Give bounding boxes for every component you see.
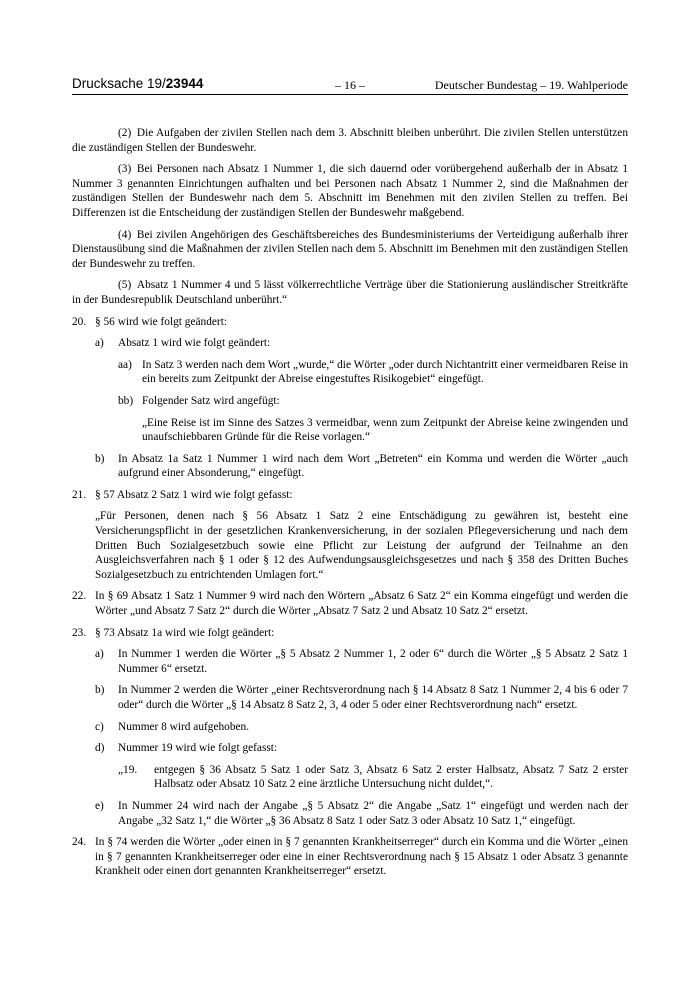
- sub-item-text: Absatz 1 wird wie folgt geändert:: [118, 337, 271, 350]
- sub-item-letter: a): [95, 337, 104, 350]
- page-header: [72, 78, 628, 95]
- sub-item-letter: e): [95, 799, 104, 812]
- quoted-number-label: „19.: [118, 763, 138, 776]
- list-item-20: [72, 315, 628, 330]
- list-item-23: [72, 626, 628, 641]
- sub-sub-item-aa: [72, 358, 628, 387]
- sub-item-text: In Nummer 1 werden die Wörter „§ 5 Absatz 2 Nummer 1, 2 oder 6“ durch die Wörter „§ 5 Absatz 2 Satz 1 Nummer 6“ ersetzt.: [118, 648, 628, 675]
- item-text: § 57 Absatz 2 Satz 1 wird wie folgt gefasst:: [95, 488, 293, 501]
- sub-sub-item-label: aa): [118, 358, 132, 371]
- sub-item-text: In Nummer 24 wird nach der Angabe „§ 5 Absatz 2“ die Angabe „Satz 1“ eingefügt und werden nach der Angabe „32 Satz 1,“ die Wörter „§ 36 Absatz 8 Satz 1 oder Satz 3 oder Absatz 10 Satz 1,“ eingefügt.: [118, 799, 628, 827]
- sub-item-23a: [72, 647, 628, 676]
- sub-item-letter: b): [95, 684, 105, 697]
- item-text: In § 69 Absatz 1 Satz 1 Nummer 9 wird nach den Wörtern „Absatz 6 Satz 2“ ein Komma eingefügt und werden die Wörter „und Absatz 7 Satz 2“ durch die Wörter „Absatz 7 Satz 2 und Absatz 10 Satz 2“ ersetzt.: [95, 590, 628, 618]
- item-text: § 56 wird wie folgt geändert:: [95, 315, 227, 328]
- sub-item-23d: [72, 741, 628, 756]
- item-text: § 73 Absatz 1a wird wie folgt geändert:: [95, 626, 275, 639]
- quoted-number-19: [72, 763, 628, 792]
- sub-item-letter: a): [95, 648, 104, 661]
- sub-sub-item-label: bb): [118, 394, 134, 407]
- sub-item-letter: c): [95, 720, 104, 733]
- document-number-bold: 23944: [165, 76, 204, 91]
- sub-item-23c: [72, 720, 628, 735]
- paragraph-2: (2) Die Aufgaben der zivilen Stellen nach dem 3. Abschnitt bleiben unberührt. Die zivilen Stellen unterstützen die zuständigen Stellen der Bundeswehr.: [72, 127, 628, 154]
- sub-item-text: Nummer 8 wird aufgehoben.: [118, 720, 250, 733]
- quoted-sentence-bb: „Eine Reise ist im Sinne des Satzes 3 vermeidbar, wenn zum Zeitpunkt der Abreise keine zwingenden und unaufschiebbaren Gründe für die Reise vorlagen.“: [142, 416, 628, 444]
- sub-item-letter: b): [95, 452, 105, 465]
- list-item-24: [72, 835, 628, 879]
- sub-sub-item-text: In Satz 3 werden nach dem Wort „wurde,“ die Wörter „oder durch Nichtantritt einer vermeidbaren Reise in ein bereits zum Zeitpunkt der Abreise eingestuftes Risikogebiet“ eingefügt.: [142, 358, 628, 386]
- sub-item-23b: [72, 683, 628, 712]
- document-label: Drucksache 19/: [72, 76, 166, 91]
- quoted-text-21: „Für Personen, denen nach § 56 Absatz 1 Satz 2 eine Entschädigung zu gewähren ist, besteht eine Versicherungspflicht in der gesetzlichen Krankenversicherung, in der sozialen Pflegeversicherung und nach dem Dritten Buch Sozialgesetzbuch sowie eine Pflicht zur Leistung der aufgrund der Teilnahme an den Ausgleichsverfahren nach § 1 oder § 12 des Aufwendungsausgleichsgesetzes und nach § 358 des Dritten Buches Sozialgesetzbuch zu entrichtenden Umlagen fort.“: [95, 510, 628, 581]
- sub-item-23e: [72, 799, 628, 828]
- page-number: – 16 –: [335, 78, 365, 92]
- paragraph-3: (3) Bei Personen nach Absatz 1 Nummer 1, die sich dauernd oder vorübergehend außerhalb der in Absatz 1 Nummer 3 genannten Einrichtungen aufhalten und bei Personen nach Absatz 1 Nummer 2, sind die Maßnahmen der zuständigen Stellen der Bundeswehr nach dem 5. Abschnitt im Benehmen mit den zivilen Stellen zu treffen. Bei Differenzen ist die Entscheidung der zuständigen Stellen der Bundeswehr maßgebend.: [72, 163, 628, 219]
- item-text: In § 74 werden die Wörter „oder einen in § 7 genannten Krankheitserreger“ durch ein Komma und die Wörter „einen in § 7 genannten Krankheitserreger oder eine in einer Rechtsverordnung nach § 15 Absatz 1 oder Absatz 3 genannte Krankheit oder einen dort genannten Krankheitserreger“ ersetzt.: [95, 836, 628, 878]
- paragraph-5: (5) Absatz 1 Nummer 4 und 5 lässt völkerrechtliche Verträge über die Stationierung ausländischer Streitkräfte in der Bundesrepublik Deutschland unberührt.“: [72, 279, 628, 306]
- item-number: 24.: [72, 836, 87, 849]
- institution-label: Deutscher Bundestag – 19. Wahlperiode: [434, 78, 628, 92]
- sub-item-text: In Absatz 1a Satz 1 Nummer 1 wird nach dem Wort „Betreten“ ein Komma und werden die Wörter „auch aufgrund einer Absonderung,“ eingefügt.: [118, 452, 628, 480]
- document-body: [72, 126, 628, 886]
- sub-item-20b: [72, 452, 628, 481]
- sub-item-20a: [72, 336, 628, 351]
- sub-item-letter: d): [95, 742, 105, 755]
- item-number: 21.: [72, 488, 87, 501]
- sub-sub-item-bb: [72, 394, 628, 409]
- item-number: 23.: [72, 626, 87, 639]
- list-item-22: [72, 589, 628, 618]
- list-item-21: [72, 488, 628, 503]
- sub-item-text: In Nummer 2 werden die Wörter „einer Rechtsverordnung nach § 14 Absatz 8 Satz 1 Nummer 2, 4 bis 6 oder 7 oder“ durch die Wörter „§ 14 Absatz 8 Satz 2, 3, 4 oder 5 oder einer Rechtsverordnung nach“ ersetzt.: [118, 684, 628, 711]
- item-number: 20.: [72, 315, 87, 328]
- sub-sub-item-text: Folgender Satz wird angefügt:: [142, 394, 280, 407]
- item-number: 22.: [72, 590, 87, 603]
- quoted-number-text: entgegen § 36 Absatz 5 Satz 1 oder Satz 3, Absatz 6 Satz 2 erster Halbsatz, Absatz 7 Satz 2 erster Halbsatz oder Absatz 10 Satz 2 eine ärztliche Untersuchung nicht duldet,“.: [154, 763, 628, 791]
- sub-item-text: Nummer 19 wird wie folgt gefasst:: [118, 742, 278, 755]
- paragraph-4: (4) Bei zivilen Angehörigen des Geschäftsbereiches des Bundesministeriums der Verteidigung außerhalb ihrer Dienstausübung sind die Maßnahmen der zivilen Stellen nach dem 5. Abschnitt im Benehmen mit den zuständigen Stellen der Bundeswehr zu treffen.: [72, 228, 628, 270]
